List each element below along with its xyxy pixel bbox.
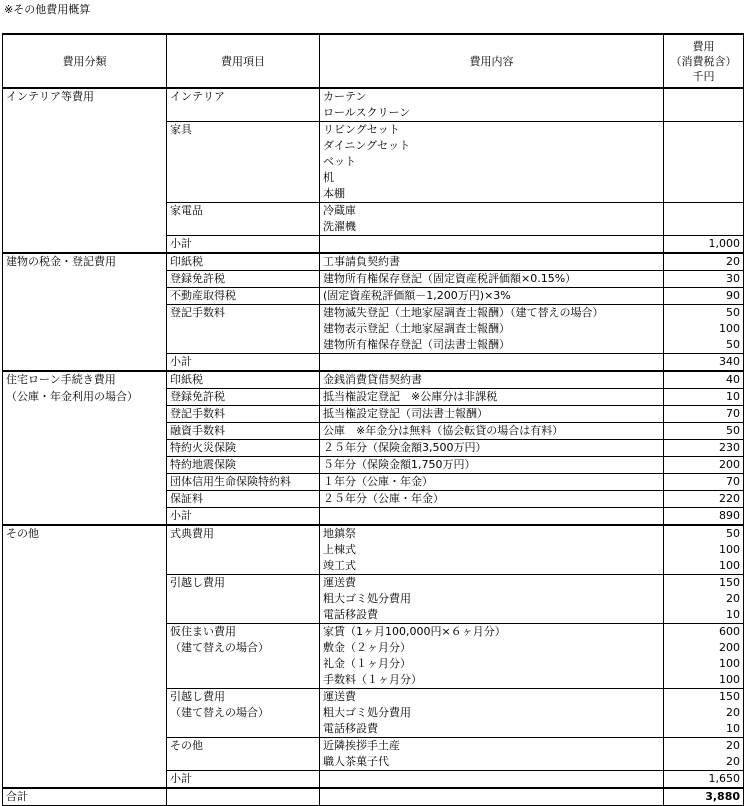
subtotal-row [3,508,744,526]
cost-cell [664,154,744,170]
content-cell: 近隣挨拶手土産 [320,738,664,755]
item-cell: 引越し費用 [167,575,320,592]
category-cell [3,689,167,706]
item-cell [167,721,320,738]
cost-cell: 10 [664,721,744,738]
table-row [3,389,744,406]
content-cell: 建物表示登記（土地家屋調査士報酬） [320,321,664,337]
category-cell: その他 [3,525,167,542]
header-cost [664,34,744,88]
cost-cell: 50 [664,423,744,440]
category-cell [3,406,167,423]
cost-cell [664,105,744,122]
content-cell [320,508,664,526]
cost-cell: 150 [664,575,744,592]
item-cell: 保証料 [167,491,320,508]
table-row [3,406,744,423]
content-cell: 公庫 ※年金分は無料（協会転貸の場合は有料） [320,423,664,440]
category-cell: 住宅ローン手続き費用 [3,371,167,389]
item-cell [167,337,320,354]
table-row [3,154,744,170]
table-row [3,305,744,322]
item-cell [167,154,320,170]
table-row [3,525,744,542]
content-cell: 電話移設費 [320,721,664,738]
content-cell: 建物滅失登記（土地家屋調査士報酬）（建て替えの場合） [320,305,664,322]
category-cell [3,656,167,672]
content-cell: リビングセット [320,122,664,139]
content-cell: 建物所有権保存登記（司法書士報酬） [320,337,664,354]
content-cell: １年分（公庫・年金） [320,474,664,491]
item-cell: 印紙税 [167,253,320,271]
item-cell: 登記手数料 [167,406,320,423]
item-cell [167,105,320,122]
item-cell: 不動産取得税 [167,288,320,305]
cost-cell: 50 [664,305,744,322]
item-cell [167,788,320,806]
category-cell [3,672,167,689]
category-cell [3,607,167,624]
table-row [3,721,744,738]
item-cell: 登録免許税 [167,271,320,288]
table-body [3,88,744,806]
item-cell: 団体信用生命保険特約料 [167,474,320,491]
content-cell: ダイニングセット [320,138,664,154]
content-cell: 敷金（２ヶ月分） [320,640,664,656]
table-row [3,219,744,236]
table-row [3,122,744,139]
table-row [3,271,744,288]
cost-cell: 890 [664,508,744,526]
item-cell: 小計 [167,508,320,526]
category-cell [3,591,167,607]
cost-cell: 1,650 [664,771,744,789]
item-cell [167,542,320,558]
content-cell: カーテン [320,88,664,105]
cost-cell: 70 [664,474,744,491]
content-cell: 抵当権設定登記（司法書士報酬） [320,406,664,423]
category-cell [3,491,167,508]
category-cell: 建物の税金・登記費用 [3,253,167,271]
content-cell: 洗濯機 [320,219,664,236]
item-cell: 家具 [167,122,320,139]
category-cell [3,705,167,721]
category-cell [3,219,167,236]
category-cell [3,105,167,122]
category-cell [3,305,167,322]
category-cell [3,138,167,154]
category-cell [3,440,167,457]
content-cell: 冷蔵庫 [320,203,664,220]
category-cell [3,558,167,575]
content-cell: 礼金（１ヶ月分） [320,656,664,672]
cost-cell: 600 [664,624,744,641]
table-row [3,170,744,186]
content-cell: 金銭消費貸借契約書 [320,371,664,389]
item-cell [167,170,320,186]
cost-cell [664,138,744,154]
content-cell [320,354,664,372]
cost-cell: 220 [664,491,744,508]
category-cell [3,754,167,771]
table-row [3,689,744,706]
header-cost-unit: 千円 [692,69,715,83]
table-row [3,558,744,575]
category-cell [3,288,167,305]
category-cell [3,122,167,139]
category-cell [3,542,167,558]
table-row [3,253,744,271]
cost-cell: 90 [664,288,744,305]
cost-cell: 150 [664,689,744,706]
category-cell [3,186,167,203]
header-cost-tax: （消費税含） [670,54,737,68]
category-cell [3,203,167,220]
category-cell [3,738,167,755]
content-cell [320,771,664,789]
subtotal-row [3,771,744,789]
item-cell [167,138,320,154]
cost-cell: 20 [664,253,744,271]
header-category: 費用分類 [3,34,167,88]
content-cell: 建物所有権保存登記（固定資産税評価額×0.15%） [320,271,664,288]
cost-cell [664,219,744,236]
cost-cell: 20 [664,754,744,771]
category-cell [3,508,167,526]
content-cell: 手数料（１ヶ月分） [320,672,664,689]
category-cell [3,640,167,656]
cost-cell: 10 [664,389,744,406]
content-cell: 粗大ゴミ処分費用 [320,591,664,607]
content-cell: 家賃（1ヶ月100,000円×６ヶ月分） [320,624,664,641]
category-cell [3,271,167,288]
table-row [3,321,744,337]
item-cell: インテリア [167,88,320,105]
cost-cell [664,203,744,220]
table-row [3,624,744,641]
item-cell: 式典費用 [167,525,320,542]
category-cell [3,457,167,474]
cost-cell: 3,880 [664,788,744,806]
content-cell: 地鎮祭 [320,525,664,542]
category-cell [3,337,167,354]
table-row [3,423,744,440]
table-row [3,656,744,672]
cost-cell: 100 [664,672,744,689]
header-content: 費用内容 [320,34,664,88]
category-cell [3,721,167,738]
content-cell: (固定資産税評価額－1,200万円)×3% [320,288,664,305]
table-row [3,440,744,457]
cost-cell: 100 [664,321,744,337]
table-row [3,672,744,689]
item-cell [167,591,320,607]
category-cell [3,771,167,789]
header-item: 費用項目 [167,34,320,88]
table-row [3,288,744,305]
category-cell [3,321,167,337]
table-row [3,138,744,154]
table-row [3,88,744,105]
category-cell [3,170,167,186]
cost-cell [664,170,744,186]
cost-cell: 70 [664,406,744,423]
category-cell [3,154,167,170]
item-cell [167,672,320,689]
cost-cell: 230 [664,440,744,457]
category-cell: インテリア等費用 [3,88,167,105]
content-cell: 上棟式 [320,542,664,558]
table-row [3,105,744,122]
content-cell: 運送費 [320,689,664,706]
category-cell: （公庫・年金利用の場合） [3,389,167,406]
item-cell: 小計 [167,771,320,789]
table-row [3,754,744,771]
category-cell [3,354,167,372]
total-row [3,788,744,806]
item-cell [167,219,320,236]
item-cell: その他 [167,738,320,755]
cost-cell: 200 [664,457,744,474]
item-cell: 小計 [167,354,320,372]
table-row [3,457,744,474]
item-cell: （建て替えの場合） [167,640,320,656]
category-cell [3,236,167,254]
category-cell [3,474,167,491]
table-row [3,705,744,721]
category-cell [3,624,167,641]
cost-cell [664,186,744,203]
item-cell: （建て替えの場合） [167,705,320,721]
table-row [3,203,744,220]
table-row [3,738,744,755]
cost-cell: 100 [664,558,744,575]
item-cell [167,607,320,624]
content-cell: ２５年分（公庫・年金） [320,491,664,508]
cost-cell: 100 [664,656,744,672]
item-cell: 仮住まい費用 [167,624,320,641]
cost-cell [664,122,744,139]
category-cell: 合計 [3,788,167,806]
item-cell: 引越し費用 [167,689,320,706]
cost-cell: 50 [664,337,744,354]
item-cell: 特約地震保険 [167,457,320,474]
content-cell: 電話移設費 [320,607,664,624]
cost-cell: 200 [664,640,744,656]
item-cell [167,754,320,771]
header-row [3,34,744,88]
content-cell: 工事請負契約書 [320,253,664,271]
item-cell [167,558,320,575]
header-cost-title: 費用 [692,39,715,53]
category-cell [3,575,167,592]
cost-cell: 20 [664,591,744,607]
content-cell: 本棚 [320,186,664,203]
table-row [3,186,744,203]
table-row [3,575,744,592]
table-row [3,491,744,508]
item-cell: 家電品 [167,203,320,220]
cost-cell: 50 [664,525,744,542]
item-cell: 印紙税 [167,371,320,389]
item-cell: 登記手数料 [167,305,320,322]
content-cell: 抵当権設定登記 ※公庫分は非課税 [320,389,664,406]
content-cell: ５年分（保険金額1,750万円） [320,457,664,474]
content-cell: ロールスクリーン [320,105,664,122]
table-row [3,607,744,624]
content-cell: ２５年分（保険金額3,500万円） [320,440,664,457]
content-cell [320,236,664,254]
item-cell [167,186,320,203]
item-cell: 融資手数料 [167,423,320,440]
content-cell: 粗大ゴミ処分費用 [320,705,664,721]
table-row [3,591,744,607]
item-cell [167,656,320,672]
cost-cell: 20 [664,705,744,721]
content-cell: 竣工式 [320,558,664,575]
table-row [3,542,744,558]
table-row [3,337,744,354]
cost-cell: 20 [664,738,744,755]
item-cell: 小計 [167,236,320,254]
subtotal-row [3,236,744,254]
item-cell: 特約火災保険 [167,440,320,457]
table-row [3,371,744,389]
cost-cell: 10 [664,607,744,624]
cost-cell: 100 [664,542,744,558]
content-cell [320,788,664,806]
cost-cell: 340 [664,354,744,372]
content-cell: 運送費 [320,575,664,592]
item-cell: 登録免許税 [167,389,320,406]
cost-cell [664,88,744,105]
content-cell: 職人茶菓子代 [320,754,664,771]
subtotal-row [3,354,744,372]
content-cell: ベット [320,154,664,170]
table-row [3,474,744,491]
cost-cell: 30 [664,271,744,288]
cost-cell: 40 [664,371,744,389]
item-cell [167,321,320,337]
content-cell: 机 [320,170,664,186]
table-row [3,640,744,656]
category-cell [3,423,167,440]
cost-table [2,33,744,806]
document-title: ※その他費用概算 [4,3,91,16]
cost-cell: 1,000 [664,236,744,254]
